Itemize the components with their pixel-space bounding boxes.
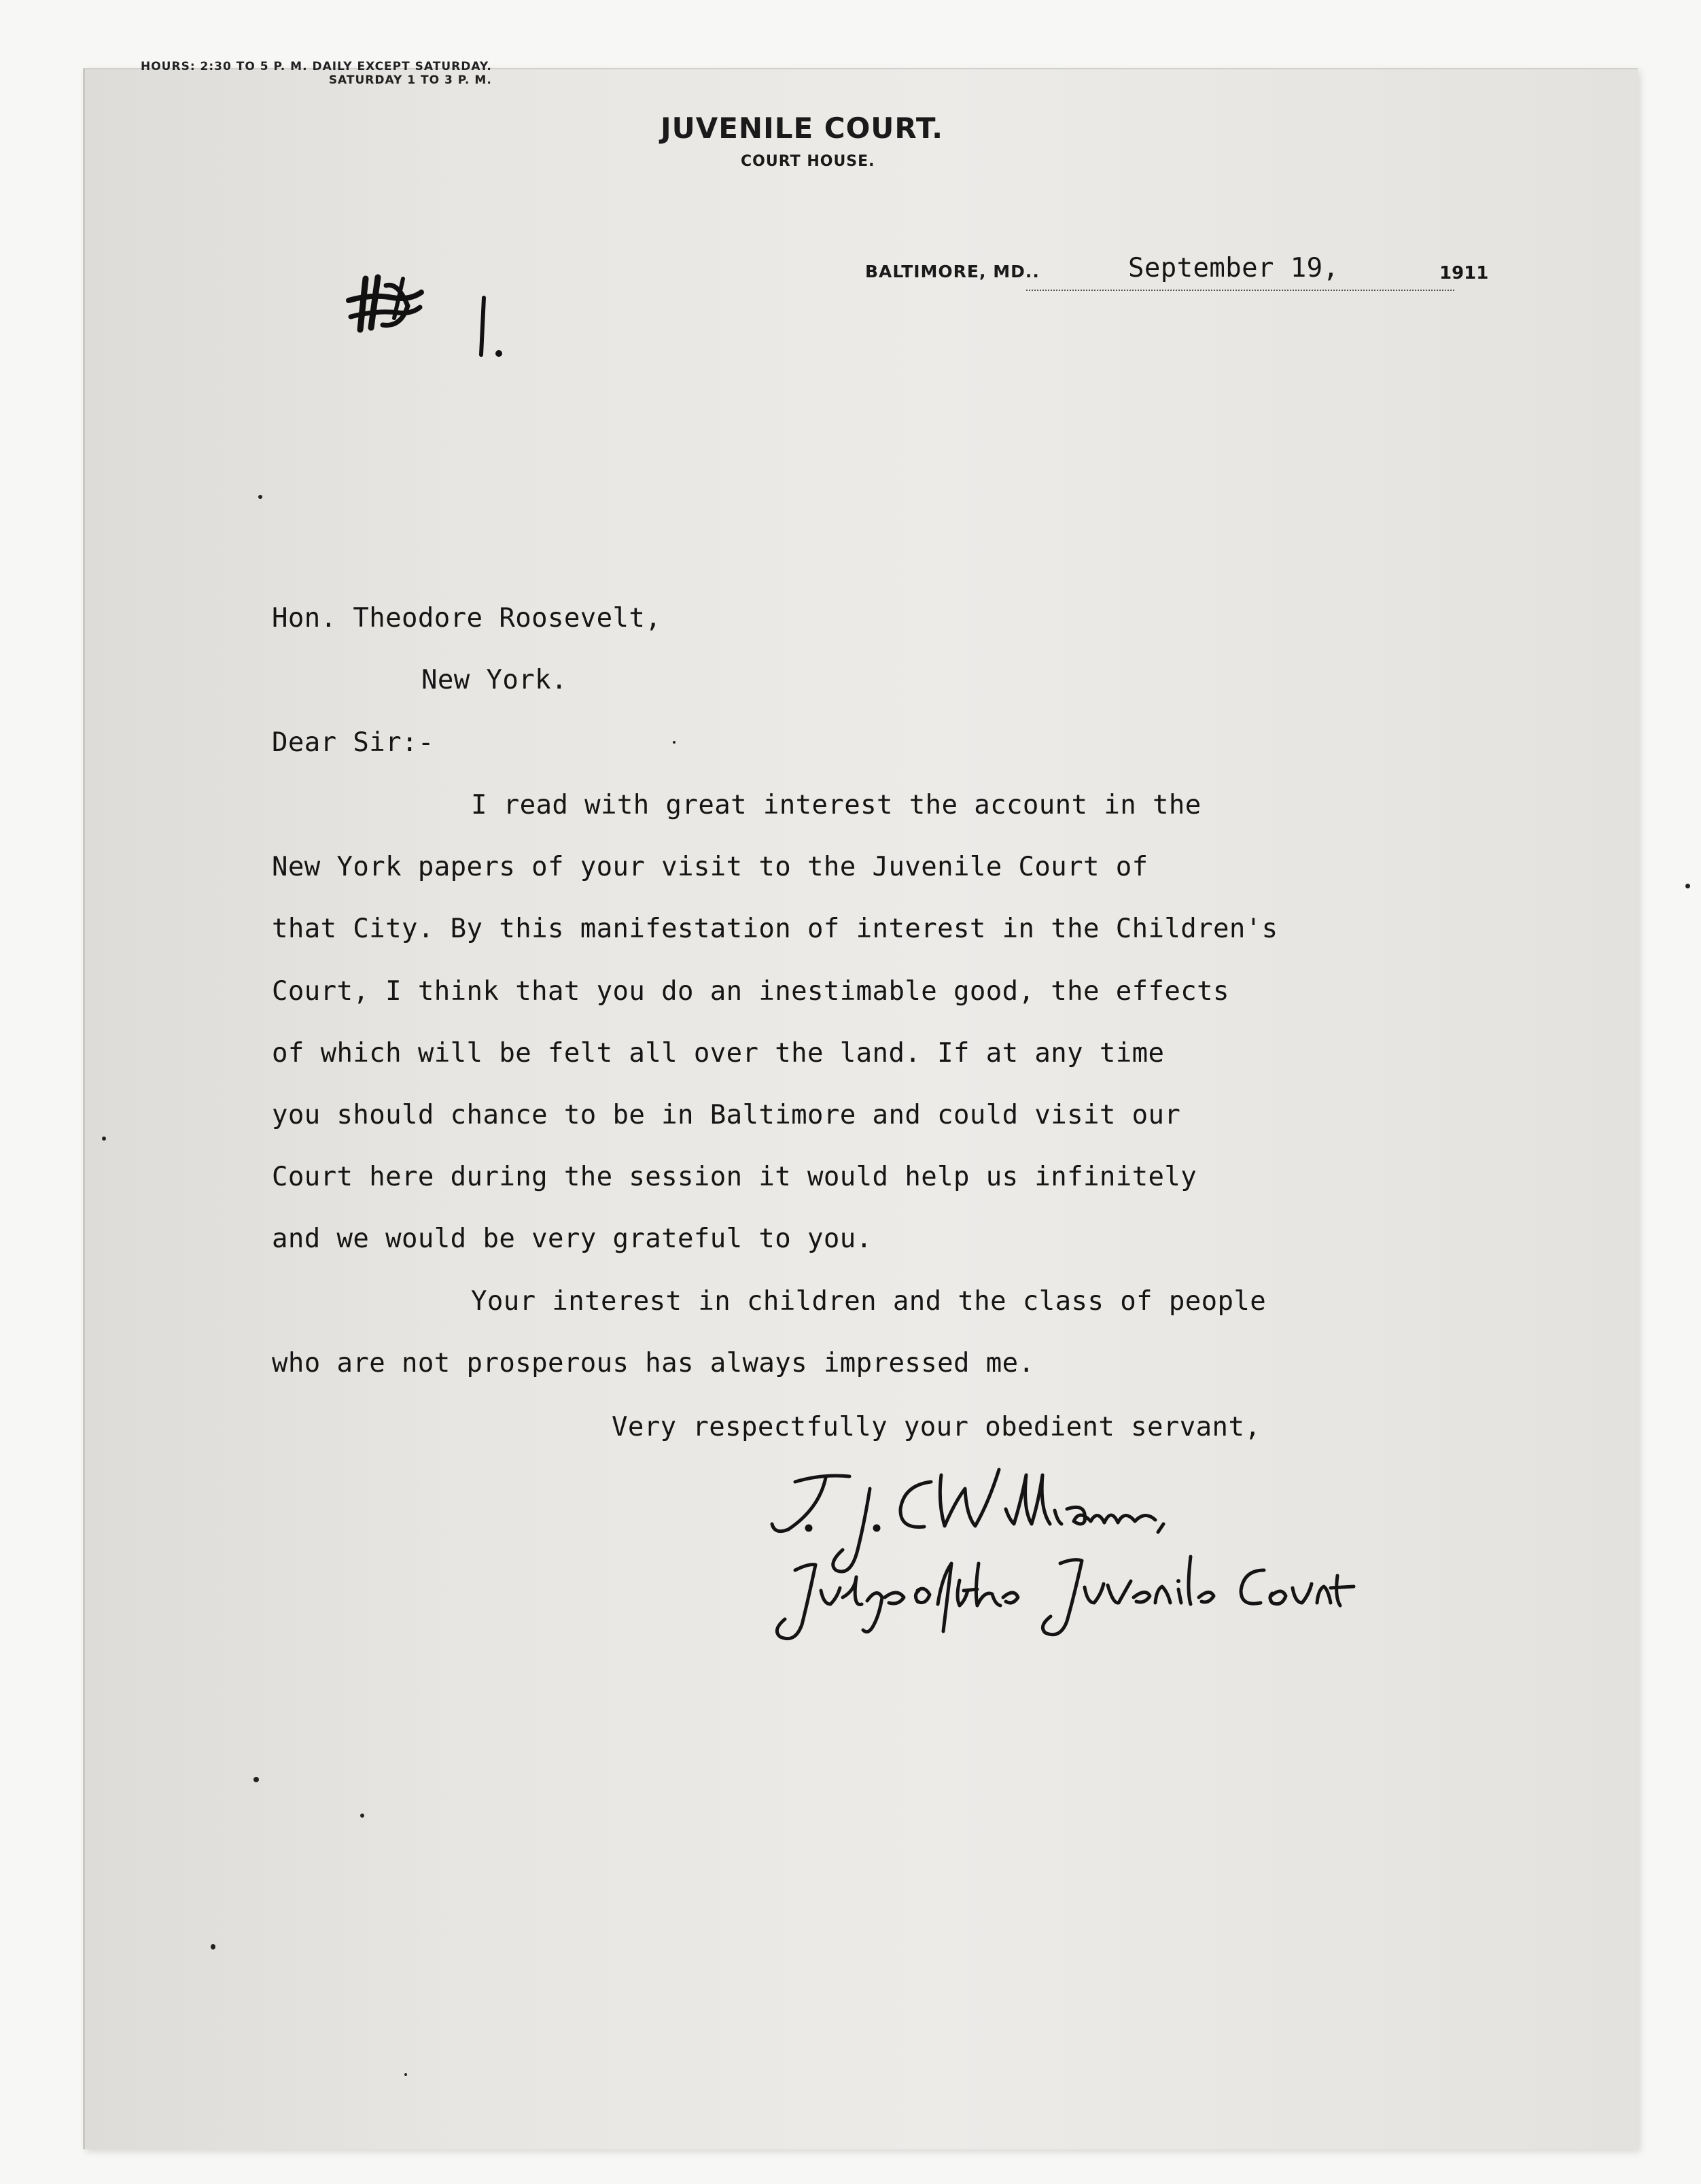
recipient-city: New York. <box>421 665 567 695</box>
body-line: you should chance to be in Baltimore and could visit our <box>272 1100 1181 1130</box>
office-hours <box>141 60 492 87</box>
body-line: who are not prosperous has always impressed me. <box>272 1348 1035 1379</box>
scan-speck <box>211 1944 215 1949</box>
hours-line-1: HOURS: 2:30 TO 5 P. M. DAILY EXCEPT SATURDAY. <box>141 60 492 73</box>
letterhead-subtitle: COURT HOUSE. <box>741 153 875 170</box>
handwritten-page-number <box>469 292 510 367</box>
body-line: Court, I think that you do an inestimable good, the effects <box>272 976 1229 1007</box>
salutation: Dear Sir:- <box>272 727 434 758</box>
scan-speck <box>1685 884 1690 888</box>
recipient-name: Hon. Theodore Roosevelt, <box>272 603 662 634</box>
body-line: of which will be felt all over the land. If at any time <box>272 1038 1165 1069</box>
scan-speck <box>673 741 676 744</box>
dateline-place: BALTIMORE, MD.. <box>865 262 1040 281</box>
body-line: Your interest in children and the class of people <box>471 1286 1267 1317</box>
dateline-rule <box>1026 290 1454 291</box>
body-line: I read with great interest the account in the <box>471 790 1202 820</box>
handwritten-scribble-mark <box>345 265 427 340</box>
scan-speck <box>258 495 262 499</box>
scan-speck <box>102 1137 106 1141</box>
complimentary-close: Very respectfully your obedient servant, <box>612 1412 1261 1442</box>
dateline-date: September 19, <box>1128 253 1339 283</box>
body-line: Court here during the session it would help us infinitely <box>272 1162 1197 1192</box>
scan-speck <box>404 2073 407 2076</box>
letterhead-title: JUVENILE COURT. <box>661 111 944 145</box>
scan-speck <box>253 1777 259 1782</box>
dateline-year: 1911 <box>1439 263 1489 283</box>
body-line: that City. By this manifestation of interest in the Children's <box>272 914 1278 944</box>
handwritten-signature <box>707 1461 1522 1652</box>
hours-line-2: SATURDAY 1 TO 3 P. M. <box>328 73 492 87</box>
scan-speck <box>360 1814 364 1818</box>
body-line: New York papers of your visit to the Juvenile Court of <box>272 852 1148 882</box>
body-line: and we would be very grateful to you. <box>272 1224 873 1254</box>
